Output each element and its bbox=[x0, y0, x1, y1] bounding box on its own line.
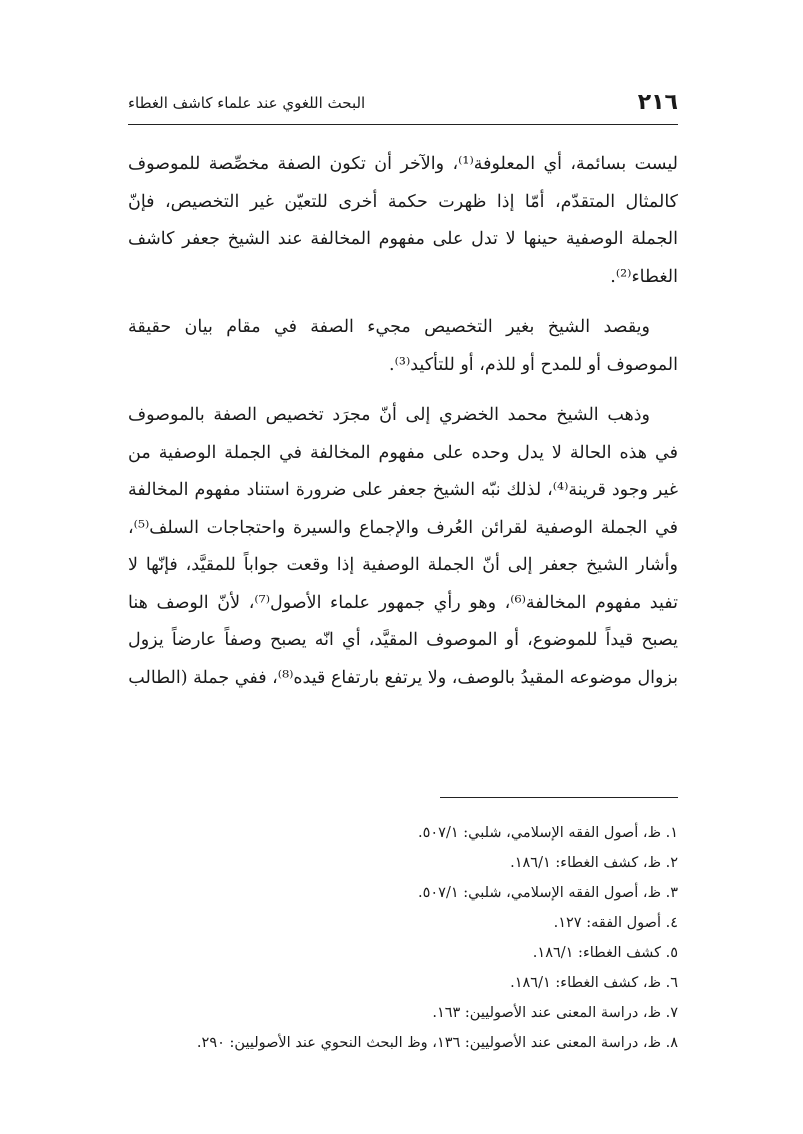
footnote-4: ٤. أصول الفقه: ١٢٧. bbox=[553, 915, 678, 931]
footnotes-list bbox=[128, 818, 678, 1058]
paragraph: ليست بسائمة، أي المعلوفة⁽¹⁾، والآخر أن تكون الصفة مخصِّصة للموصوف كالمثال المتقدّم، أمّا إذا ظهرت حكمة أخرى للتعيّن غير التخصيص، فإنّ الجملة الوصفية حينها لا تدل على مفهوم المخالفة عند الشيخ جعفر كاشف الغطاء⁽²⁾. bbox=[128, 154, 678, 287]
footnote-5: ٥. كشف الغطاء: ١٨٦/١. bbox=[532, 945, 678, 961]
footnote-7: ٧. ظ، دراسة المعنى عند الأصوليين: ١٦٣. bbox=[432, 1005, 678, 1021]
footnote-3: ٣. ظ، أصول الفقه الإسلامي، شلبي: ٥٠٧/١. bbox=[418, 885, 678, 901]
running-title: البحث اللغوي عند علماء كاشف الغطاء bbox=[128, 94, 366, 112]
page-header bbox=[128, 86, 678, 120]
footnote-8: ٨. ظ، دراسة المعنى عند الأصوليين: ١٣٦، وظ البحث النحوي عند الأصوليين: ٢٩٠. bbox=[196, 1035, 678, 1051]
paragraph: ويقصد الشيخ بغير التخصيص مجيء الصفة في مقام بيان حقيقة الموصوف أو للمدح أو للذم، أو للتأكيد⁽³⁾. bbox=[128, 317, 678, 375]
footnote-2: ٢. ظ، كشف الغطاء: ١٨٦/١. bbox=[510, 855, 678, 871]
paragraph: وذهب الشيخ محمد الخضري إلى أنّ مجرَد تخصيص الصفة بالموصوف في هذه الحالة لا يدل وحده على مفهوم المخالفة في الجملة الوصفية من غير وجود قرينة⁽⁴⁾، لذلك نبّه الشيخ جعفر على ضرورة استناد مفهوم المخالفة في الجملة الوصفية لقرائن العُرف والإجماع والسيرة واحتجاجات السلف⁽⁵⁾، وأشار الشيخ جعفر إلى أنّ الجملة الوصفية إذا وقعت جواباً للمقيَّد، فإنّها لا تفيد مفهوم المخالفة⁽⁶⁾، وهو رأي جمهور علماء الأصول⁽⁷⁾، لأنّ الوصف هنا يصبح قيداً للموضوع، أو الموصوف المقيَّد، أي انّه يصبح وصفاً عارضاً يزول بزوال موضوعه المقيدُ بالوصف، ولا يرتفع بارتفاع قيده⁽⁸⁾، ففي جملة (الطالب bbox=[128, 405, 678, 688]
footnote-1: ١. ظ، أصول الفقه الإسلامي، شلبي: ٥٠٧/١. bbox=[418, 825, 678, 841]
page-number: ٢١٦ bbox=[637, 90, 678, 115]
footnote-divider bbox=[440, 797, 678, 798]
footnote-6: ٦. ظ، كشف الغطاء: ١٨٦/١. bbox=[510, 975, 678, 991]
body-text bbox=[128, 146, 678, 697]
header-divider bbox=[128, 124, 678, 125]
